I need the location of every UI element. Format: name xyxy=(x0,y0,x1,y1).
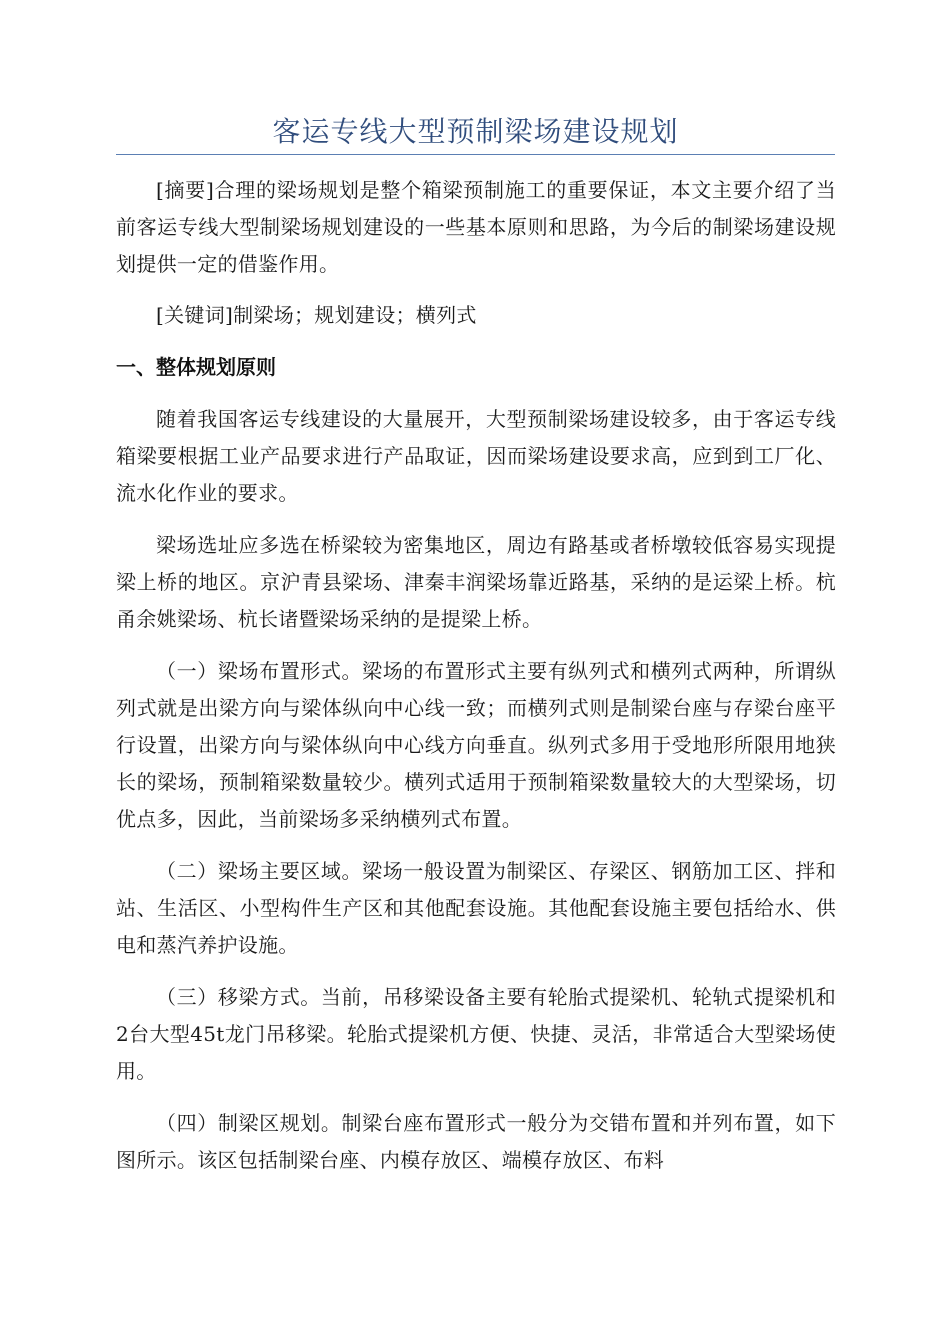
body-paragraph: 梁场选址应多选在桥梁较为密集地区，周边有路基或者桥墩较低容易实现提梁上桥的地区。京沪青县梁场、津秦丰润梁场靠近路基，采纳的是运梁上桥。杭甬余姚梁场、杭长诸暨梁场采纳的是提梁上桥。 xyxy=(116,533,836,631)
body-paragraph: 随着我国客运专线建设的大量展开，大型预制梁场建设较多，由于客运专线箱梁要根据工业产品要求进行产品取证，因而梁场建设要求高，应到到工厂化、流水化作业的要求。 xyxy=(116,407,836,505)
section-heading: 一、整体规划原则 xyxy=(116,355,276,379)
body-paragraph: （三）移梁方式。当前，吊移梁设备主要有轮胎式提梁机、轮轨式提梁机和2台大型45t龙门吊移梁。轮胎式提梁机方便、快捷、灵活，非常适合大型梁场使用。 xyxy=(116,985,836,1083)
document-title: 客运专线大型预制梁场建设规划 xyxy=(272,115,679,148)
body-paragraph: （二）梁场主要区域。梁场一般设置为制梁区、存梁区、钢筋加工区、拌和站、生活区、小型构件生产区和其他配套设施。其他配套设施主要包括给水、供电和蒸汽养护设施。 xyxy=(116,859,836,957)
title-underline xyxy=(116,154,835,155)
body-paragraph: （四）制梁区规划。制梁台座布置形式一般分为交错布置和并列布置，如下图所示。该区包括制梁台座、内模存放区、端模存放区、布料 xyxy=(116,1111,836,1172)
body-paragraph: （一）梁场布置形式。梁场的布置形式主要有纵列式和横列式两种，所谓纵列式就是出梁方向与梁体纵向中心线一致；而横列式则是制梁台座与存梁台座平行设置，出梁方向与梁体纵向中心线方向垂直。纵列式多用于受地形所限用地狭长的梁场，预制箱梁数量较少。横列式适用于预制箱梁数量较大的大型梁场，切优点多，因此，当前梁场多采纳横列式布置。 xyxy=(116,659,836,831)
keywords-paragraph: [关键词]制梁场；规划建设；横列式 xyxy=(156,303,477,327)
document-body xyxy=(116,172,836,1194)
abstract-paragraph: [摘要]合理的梁场规划是整个箱梁预制施工的重要保证，本文主要介绍了当前客运专线大型制梁场规划建设的一些基本原则和思路，为今后的制梁场建设规划提供一定的借鉴作用。 xyxy=(116,178,836,276)
